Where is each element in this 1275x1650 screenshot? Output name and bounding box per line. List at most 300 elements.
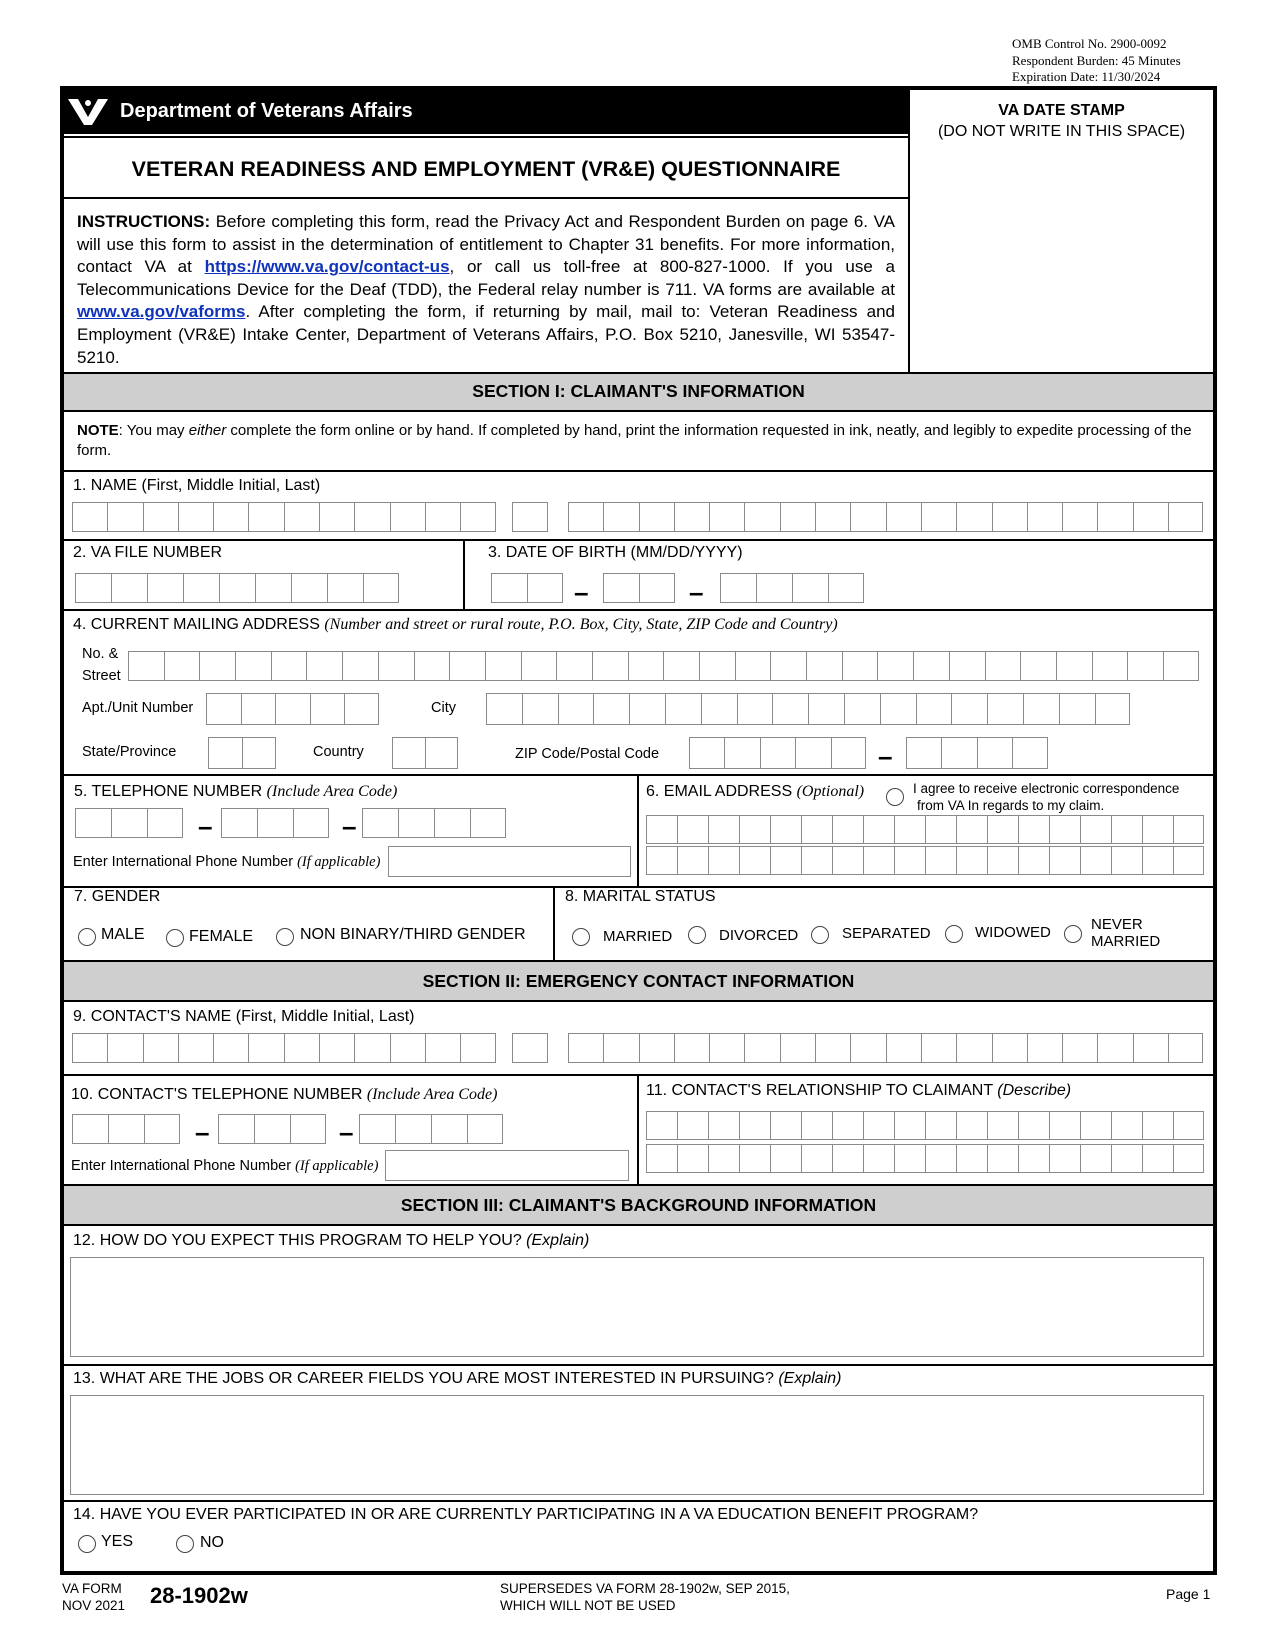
street-boxes[interactable]: [128, 651, 1199, 681]
char-box[interactable]: [665, 693, 701, 725]
char-box[interactable]: [806, 651, 842, 681]
char-box[interactable]: [886, 502, 921, 532]
char-box[interactable]: [342, 651, 378, 681]
char-box[interactable]: [987, 815, 1018, 844]
email-boxes-line-1[interactable]: [646, 815, 1204, 844]
char-box[interactable]: [1097, 1033, 1132, 1063]
char-box[interactable]: [956, 1033, 991, 1063]
char-box[interactable]: [1173, 846, 1204, 875]
char-box[interactable]: [828, 573, 864, 603]
char-box[interactable]: [646, 1111, 677, 1140]
char-box[interactable]: [863, 1144, 894, 1173]
q10-label: [71, 1086, 497, 1104]
q14-yes-radio[interactable]: [78, 1535, 96, 1553]
marital-separated-radio[interactable]: [811, 926, 829, 944]
char-box[interactable]: [1111, 1144, 1142, 1173]
char-box[interactable]: [987, 693, 1023, 725]
char-box[interactable]: [906, 737, 941, 769]
char-box[interactable]: [832, 815, 863, 844]
char-box[interactable]: [1133, 502, 1168, 532]
char-box[interactable]: [815, 1033, 850, 1063]
phone-area-boxes[interactable]: [75, 808, 183, 838]
char-box[interactable]: [378, 651, 414, 681]
char-box[interactable]: [708, 1144, 739, 1173]
char-box[interactable]: [72, 1033, 107, 1063]
char-box[interactable]: [354, 502, 389, 532]
char-box[interactable]: [639, 1033, 674, 1063]
q11-text: 11. CONTACT'S RELATIONSHIP TO CLAIMANT: [646, 1082, 993, 1099]
char-box[interactable]: [359, 1114, 395, 1144]
relationship-boxes-line-1[interactable]: [646, 1111, 1204, 1140]
char-box[interactable]: [306, 651, 342, 681]
char-box[interactable]: [815, 502, 850, 532]
char-box[interactable]: [1020, 651, 1056, 681]
char-box[interactable]: [1018, 1144, 1049, 1173]
char-box[interactable]: [512, 1033, 548, 1063]
char-box[interactable]: [1062, 502, 1097, 532]
char-box[interactable]: [1049, 1111, 1080, 1140]
marital-married-radio[interactable]: [572, 928, 590, 946]
street-label-line: No. &: [82, 646, 119, 662]
char-box[interactable]: [925, 1144, 956, 1173]
char-box[interactable]: [275, 693, 310, 725]
char-box[interactable]: [1095, 693, 1131, 725]
dob-month-boxes[interactable]: [491, 573, 563, 603]
char-box[interactable]: [1142, 1144, 1173, 1173]
char-box[interactable]: [1127, 651, 1163, 681]
department-name: Department of Veterans Affairs: [120, 100, 413, 122]
char-box[interactable]: [254, 1114, 290, 1144]
contact-intl-phone-input[interactable]: [385, 1150, 629, 1181]
char-box[interactable]: [894, 1144, 925, 1173]
instructions-text: , or call us toll-free at 800-827-1000. If you use a Telecommunications Device for the Deaf (TDD), the Federal relay number is 711. VA forms are available at: [77, 257, 895, 299]
char-box[interactable]: [877, 651, 913, 681]
char-box[interactable]: [470, 808, 506, 838]
footer-va-form: VA FORM: [62, 1581, 122, 1596]
char-box[interactable]: [362, 808, 398, 838]
char-box[interactable]: [956, 846, 987, 875]
country-boxes[interactable]: [392, 737, 458, 769]
char-box[interactable]: [398, 808, 434, 838]
char-box[interactable]: [677, 1111, 708, 1140]
char-box[interactable]: [699, 651, 735, 681]
char-box[interactable]: [1080, 1144, 1111, 1173]
char-box[interactable]: [629, 693, 665, 725]
q12-textarea[interactable]: [70, 1257, 1204, 1357]
char-box[interactable]: [780, 502, 815, 532]
char-box[interactable]: [987, 1111, 1018, 1140]
divider: [64, 136, 908, 138]
char-box[interactable]: [674, 502, 709, 532]
char-box[interactable]: [1080, 815, 1111, 844]
char-box[interactable]: [460, 1033, 495, 1063]
char-box[interactable]: [414, 651, 450, 681]
char-box[interactable]: [521, 651, 557, 681]
section-1-header: SECTION I: CLAIMANT'S INFORMATION: [64, 372, 1213, 410]
char-box[interactable]: [568, 502, 603, 532]
char-box[interactable]: [143, 502, 178, 532]
char-box[interactable]: [235, 651, 271, 681]
char-box[interactable]: [832, 846, 863, 875]
char-box[interactable]: [1049, 815, 1080, 844]
char-box[interactable]: [1173, 1144, 1204, 1173]
char-box[interactable]: [363, 573, 399, 603]
char-box[interactable]: [147, 808, 183, 838]
char-box[interactable]: [491, 573, 527, 603]
char-box[interactable]: [894, 1111, 925, 1140]
char-box[interactable]: [1049, 846, 1080, 875]
phone-line-boxes[interactable]: [362, 808, 506, 838]
va-file-number-boxes[interactable]: [75, 573, 399, 603]
char-box[interactable]: [206, 693, 241, 725]
char-box[interactable]: [107, 502, 142, 532]
char-box[interactable]: [737, 693, 773, 725]
char-box[interactable]: [354, 1033, 389, 1063]
char-box[interactable]: [916, 693, 952, 725]
char-box[interactable]: [199, 651, 235, 681]
middle-initial-box[interactable]: [512, 502, 548, 532]
char-box[interactable]: [956, 1111, 987, 1140]
q13-textarea[interactable]: [70, 1395, 1204, 1495]
char-box[interactable]: [213, 1033, 248, 1063]
char-box[interactable]: [72, 1114, 108, 1144]
char-box[interactable]: [392, 737, 425, 769]
char-box[interactable]: [808, 693, 844, 725]
char-box[interactable]: [1023, 693, 1059, 725]
char-box[interactable]: [527, 573, 563, 603]
char-box[interactable]: [628, 651, 664, 681]
char-box[interactable]: [434, 808, 470, 838]
gender-nonbinary-radio[interactable]: [276, 928, 294, 946]
char-box[interactable]: [111, 573, 147, 603]
char-box[interactable]: [1173, 815, 1204, 844]
char-box[interactable]: [271, 651, 307, 681]
char-box[interactable]: [792, 573, 828, 603]
marital-widowed-radio[interactable]: [945, 925, 963, 943]
zip-last-boxes[interactable]: [906, 737, 1048, 769]
char-box[interactable]: [1080, 1111, 1111, 1140]
char-box[interactable]: [75, 573, 111, 603]
char-box[interactable]: [558, 693, 594, 725]
char-box[interactable]: [708, 815, 739, 844]
char-box[interactable]: [739, 846, 770, 875]
marital-never-married-radio[interactable]: [1064, 925, 1082, 943]
char-box[interactable]: [568, 1033, 603, 1063]
char-box[interactable]: [795, 737, 830, 769]
char-box[interactable]: [1142, 1111, 1173, 1140]
char-box[interactable]: [460, 502, 495, 532]
char-box[interactable]: [395, 1114, 431, 1144]
state-boxes[interactable]: [208, 737, 276, 769]
char-box[interactable]: [1111, 846, 1142, 875]
char-box[interactable]: [770, 1144, 801, 1173]
char-box[interactable]: [467, 1114, 503, 1144]
char-box[interactable]: [425, 502, 460, 532]
last-name-boxes[interactable]: [568, 502, 1203, 532]
char-box[interactable]: [663, 651, 699, 681]
char-box[interactable]: [108, 1114, 144, 1144]
char-box[interactable]: [425, 737, 458, 769]
char-box[interactable]: [344, 693, 379, 725]
char-box[interactable]: [801, 1144, 832, 1173]
char-box[interactable]: [128, 651, 164, 681]
char-box[interactable]: [556, 651, 592, 681]
char-box[interactable]: [319, 1033, 354, 1063]
char-box[interactable]: [756, 573, 792, 603]
char-box[interactable]: [677, 815, 708, 844]
omb-info: [1012, 36, 1181, 86]
char-box[interactable]: [257, 808, 293, 838]
char-box[interactable]: [284, 1033, 319, 1063]
char-box[interactable]: [639, 502, 674, 532]
char-box[interactable]: [880, 693, 916, 725]
char-box[interactable]: [144, 1114, 180, 1144]
char-box[interactable]: [291, 573, 327, 603]
email-boxes-line-2[interactable]: [646, 846, 1204, 875]
char-box[interactable]: [512, 502, 548, 532]
char-box[interactable]: [290, 1114, 326, 1144]
dash: –: [339, 1117, 354, 1147]
char-box[interactable]: [639, 573, 675, 603]
char-box[interactable]: [801, 846, 832, 875]
contact-phone-line-boxes[interactable]: [359, 1114, 503, 1144]
char-box[interactable]: [603, 502, 638, 532]
char-box[interactable]: [770, 1111, 801, 1140]
char-box[interactable]: [850, 502, 885, 532]
char-box[interactable]: [770, 815, 801, 844]
char-box[interactable]: [485, 651, 521, 681]
char-box[interactable]: [646, 1144, 677, 1173]
zip-first-boxes[interactable]: [689, 737, 866, 769]
char-box[interactable]: [832, 1144, 863, 1173]
char-box[interactable]: [255, 573, 291, 603]
char-box[interactable]: [863, 815, 894, 844]
char-box[interactable]: [925, 1111, 956, 1140]
char-box[interactable]: [831, 737, 866, 769]
char-box[interactable]: [178, 502, 213, 532]
char-box[interactable]: [992, 502, 1027, 532]
char-box[interactable]: [1027, 502, 1062, 532]
contact-us-link[interactable]: https://www.va.gov/contact-us: [204, 257, 450, 277]
char-box[interactable]: [709, 1033, 744, 1063]
char-box[interactable]: [720, 573, 756, 603]
char-box[interactable]: [603, 1033, 638, 1063]
char-box[interactable]: [449, 651, 485, 681]
char-box[interactable]: [724, 737, 759, 769]
char-box[interactable]: [221, 808, 257, 838]
char-box[interactable]: [646, 846, 677, 875]
contact-first-name-boxes[interactable]: [72, 1033, 496, 1063]
char-box[interactable]: [992, 1033, 1027, 1063]
phone-prefix-boxes[interactable]: [221, 808, 329, 838]
char-box[interactable]: [1080, 846, 1111, 875]
dash: –: [878, 741, 893, 771]
char-box[interactable]: [327, 573, 363, 603]
char-box[interactable]: [987, 1144, 1018, 1173]
char-box[interactable]: [72, 502, 107, 532]
char-box[interactable]: [921, 1033, 956, 1063]
char-box[interactable]: [894, 815, 925, 844]
intl-phone-label: [73, 854, 380, 871]
char-box[interactable]: [977, 737, 1012, 769]
char-box[interactable]: [310, 693, 345, 725]
char-box[interactable]: [801, 815, 832, 844]
char-box[interactable]: [850, 1033, 885, 1063]
char-box[interactable]: [1111, 815, 1142, 844]
char-box[interactable]: [1027, 1033, 1062, 1063]
gender-male-radio[interactable]: [78, 928, 96, 946]
apt-boxes[interactable]: [206, 693, 379, 725]
char-box[interactable]: [956, 815, 987, 844]
char-box[interactable]: [677, 1144, 708, 1173]
char-box[interactable]: [832, 1111, 863, 1140]
char-box[interactable]: [1018, 815, 1049, 844]
char-box[interactable]: [739, 815, 770, 844]
char-box[interactable]: [985, 651, 1021, 681]
char-box[interactable]: [894, 846, 925, 875]
contact-last-name-boxes[interactable]: [568, 1033, 1203, 1063]
char-box[interactable]: [1018, 846, 1049, 875]
char-box[interactable]: [941, 737, 976, 769]
char-box[interactable]: [842, 651, 878, 681]
char-box[interactable]: [735, 651, 771, 681]
char-box[interactable]: [701, 693, 737, 725]
char-box[interactable]: [183, 573, 219, 603]
contact-phone-prefix-boxes[interactable]: [218, 1114, 326, 1144]
char-box[interactable]: [708, 846, 739, 875]
char-box[interactable]: [241, 693, 276, 725]
char-box[interactable]: [147, 573, 183, 603]
char-box[interactable]: [208, 737, 242, 769]
q9-label: 9. CONTACT'S NAME (First, Middle Initial, Last): [73, 1008, 415, 1025]
char-box[interactable]: [143, 1033, 178, 1063]
char-box[interactable]: [844, 693, 880, 725]
char-box[interactable]: [739, 1111, 770, 1140]
dob-day-boxes[interactable]: [603, 573, 675, 603]
char-box[interactable]: [863, 846, 894, 875]
char-box[interactable]: [1163, 651, 1199, 681]
char-box[interactable]: [1142, 846, 1173, 875]
char-box[interactable]: [603, 573, 639, 603]
char-box[interactable]: [1056, 651, 1092, 681]
char-box[interactable]: [111, 808, 147, 838]
intl-phone-input[interactable]: [388, 846, 631, 877]
q14-no-radio[interactable]: [176, 1535, 194, 1553]
char-box[interactable]: [1092, 651, 1128, 681]
char-box[interactable]: [1133, 1033, 1168, 1063]
char-box[interactable]: [1173, 1111, 1204, 1140]
char-box[interactable]: [248, 1033, 283, 1063]
char-box[interactable]: [949, 651, 985, 681]
char-box[interactable]: [219, 573, 255, 603]
char-box[interactable]: [772, 693, 808, 725]
char-box[interactable]: [708, 1111, 739, 1140]
char-box[interactable]: [689, 737, 724, 769]
relationship-boxes-line-2[interactable]: [646, 1144, 1204, 1173]
char-box[interactable]: [987, 846, 1018, 875]
char-box[interactable]: [1018, 1111, 1049, 1140]
char-box[interactable]: [164, 651, 200, 681]
char-box[interactable]: [293, 808, 329, 838]
gender-female-radio[interactable]: [166, 929, 184, 947]
char-box[interactable]: [522, 693, 558, 725]
char-box[interactable]: [390, 502, 425, 532]
char-box[interactable]: [319, 502, 354, 532]
char-box[interactable]: [744, 502, 779, 532]
char-box[interactable]: [646, 815, 677, 844]
char-box[interactable]: [1059, 693, 1095, 725]
char-box[interactable]: [242, 737, 276, 769]
char-box[interactable]: [390, 1033, 425, 1063]
char-box[interactable]: [770, 651, 806, 681]
char-box[interactable]: [1049, 1144, 1080, 1173]
char-box[interactable]: [780, 1033, 815, 1063]
char-box[interactable]: [956, 502, 991, 532]
char-box[interactable]: [956, 1144, 987, 1173]
char-box[interactable]: [913, 651, 949, 681]
char-box[interactable]: [951, 693, 987, 725]
contact-phone-area-boxes[interactable]: [72, 1114, 180, 1144]
char-box[interactable]: [709, 502, 744, 532]
char-box[interactable]: [218, 1114, 254, 1144]
char-box[interactable]: [178, 1033, 213, 1063]
char-box[interactable]: [248, 502, 283, 532]
char-box[interactable]: [1062, 1033, 1097, 1063]
char-box[interactable]: [284, 502, 319, 532]
char-box[interactable]: [486, 693, 522, 725]
char-box[interactable]: [1111, 1111, 1142, 1140]
char-box[interactable]: [801, 1111, 832, 1140]
char-box[interactable]: [593, 693, 629, 725]
char-box[interactable]: [925, 815, 956, 844]
char-box[interactable]: [921, 502, 956, 532]
char-box[interactable]: [739, 1144, 770, 1173]
q6-text: 6. EMAIL ADDRESS: [646, 783, 793, 800]
email-consent-radio[interactable]: [886, 788, 904, 806]
dash: –: [195, 1117, 210, 1147]
char-box[interactable]: [75, 808, 111, 838]
char-box[interactable]: [677, 846, 708, 875]
char-box[interactable]: [425, 1033, 460, 1063]
contact-middle-initial-box[interactable]: [512, 1033, 548, 1063]
country-label: Country: [313, 744, 364, 760]
char-box[interactable]: [1142, 815, 1173, 844]
dob-year-boxes[interactable]: [720, 573, 864, 603]
char-box[interactable]: [1168, 1033, 1203, 1063]
char-box[interactable]: [886, 1033, 921, 1063]
char-box[interactable]: [213, 502, 248, 532]
char-box[interactable]: [592, 651, 628, 681]
city-boxes[interactable]: [486, 693, 1130, 725]
vaforms-link[interactable]: www.va.gov/vaforms: [77, 302, 246, 322]
char-box[interactable]: [1168, 502, 1203, 532]
char-box[interactable]: [674, 1033, 709, 1063]
char-box[interactable]: [925, 846, 956, 875]
marital-divorced-radio[interactable]: [688, 926, 706, 944]
first-name-boxes[interactable]: [72, 502, 496, 532]
q2-label: 2. VA FILE NUMBER: [73, 544, 223, 561]
char-box[interactable]: [863, 1111, 894, 1140]
stamp-title: VA DATE STAMP: [998, 102, 1125, 119]
char-box[interactable]: [1097, 502, 1132, 532]
char-box[interactable]: [1012, 737, 1047, 769]
char-box[interactable]: [744, 1033, 779, 1063]
char-box[interactable]: [107, 1033, 142, 1063]
char-box[interactable]: [760, 737, 795, 769]
char-box[interactable]: [770, 846, 801, 875]
char-box[interactable]: [431, 1114, 467, 1144]
q14-no-label: NO: [200, 1534, 224, 1551]
